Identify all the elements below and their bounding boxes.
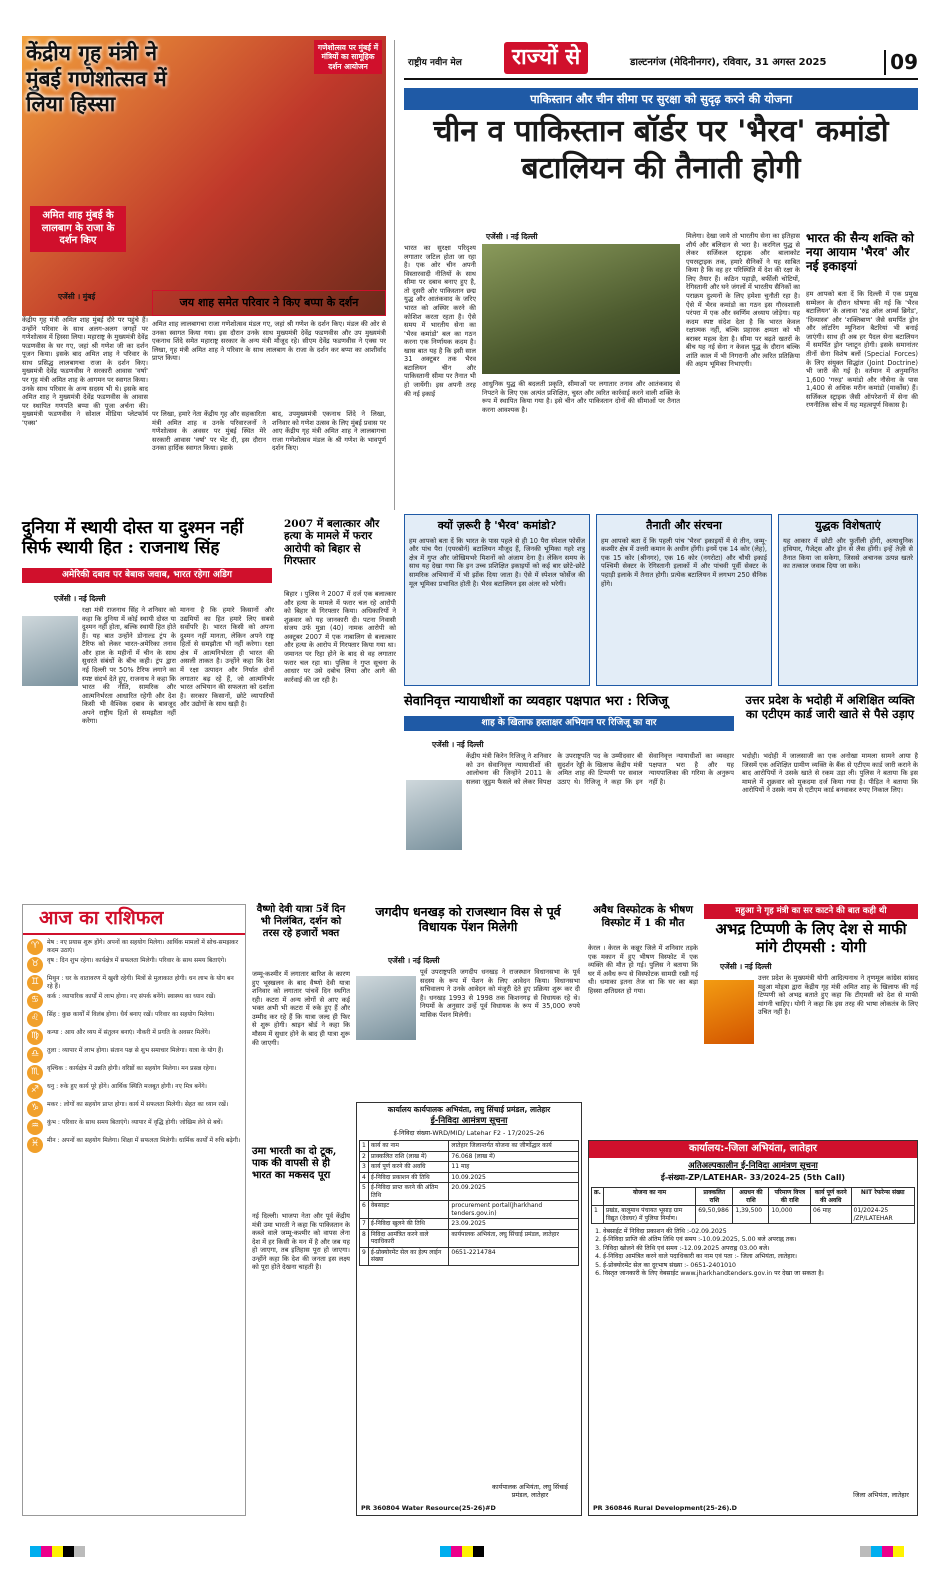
rijiju-strap: शाह के खिलाफ हस्ताक्षर अभियान पर रिजिजू का वार (404, 716, 734, 731)
bhairav-body-col1: भारत का सुरक्षा परिदृश्य लगातार जटिल होता जा रहा है। एक ओर चीन अपनी विस्तारवादी नीतियों के साथ सीमा पर दबाव बनाए हुए है, तो दूसरी ओर पाकिस्तान छद्म युद्ध और आतंकवाद के जरिए भारत को अस्थिर करने की कोशिश करता रहता है। ऐसे समय में भारतीय सेना का 'भैरव कमांडो' बल का गठन करना एक निर्णायक कदम है। खास बात यह है कि इसी साल 31 अक्टूबर तक भैरव बटालियन चीन और पाकिस्तानी सीमा पर तैनात भी हो जायेंगी। इस अपनी तरह की नई इकाई (404, 244, 476, 398)
table-cell: लातेहार जिलान्तर्गत योजना का जीर्णोद्धार कार्य (449, 1141, 579, 1152)
color-bar-left (30, 1546, 85, 1557)
table-row (360, 1141, 579, 1152)
uma-body: नई दिल्ली। भाजपा नेता और पूर्व केंद्रीय मंत्री उमा भारती ने कहा कि पाकिस्तान के कब्जे वाले जम्मू-कश्मीर को वापस लेना देश में हर किसी के मन में है और जब यह हो जाएगा, तब इतिहास पूरा हो जाएगा। उन्होंने कहा कि देश की जनता इस लक्ष्य को पूरा होते देखना चाहती है। (252, 1212, 350, 1272)
zodiac-text: कर्क : व्यापारिक कार्यों में लाभ होगा। नए संपर्क बनेंगे। स्वास्थ्य का ध्यान रखें। (47, 993, 216, 1000)
zodiac-icon: ♒ (27, 1119, 43, 1135)
bhairav-headline: चीन व पाकिस्तान बॉर्डर पर 'भैरव' कमांडो बटालियन की तैनाती होगी (433, 114, 889, 186)
rijiju-body: केंद्रीय मंत्री किरेन रिजिजू ने शनिवार को उन सेवानिवृत्त न्यायाधीशों की आलोचना की जिन्होंने 2011 के सलवा जुडुम फैसले को लेकर विपक्ष के उपराष्ट्रपति पद के उम्मीदवार बी सुदर्शन रेड्डी के खिलाफ केंद्रीय मंत्री अमित शाह की टिप्पणी पर सवाल उठाए थे। रिजिजू ने कहा कि इन सेवानिवृत्त न्यायाधीशों का व्यवहार पक्षपात भरा है और यह न्यायपालिका की गरिमा के अनुरूप नहीं है। (466, 752, 734, 786)
dhankhar-headline: जगदीप धनखड़ को राजस्थान विस से पूर्व विधायक पेंशन मिलेगी (375, 904, 561, 935)
color-bar-right (860, 1546, 904, 1557)
dhankhar-byline: एजेंसी । नई दिल्ली (388, 956, 440, 965)
bihar-body: बिहार । पुलिस ने 2007 में दर्ज एक बलात्कार और हत्या के मामले में फरार चल रहे आरोपी को बिहार से गिरफ्तार किया। अधिकारियों ने शुक्रवार को यह जानकारी दी। पटना निवासी संजय उर्फ मुन्ना (40) नामक आरोपी को अक्टूबर 2007 में एक नाबालिग से बलात्कार और हत्या के आरोप में गिरफ्तार किया गया था। जमानत पर रिहा होने के बाद से वह लगातार फरार चल रहा था। पुलिस ने गुप्त सूचना के आधार पर उसे दबोच लिया और आगे की कार्रवाई की जा रही है। (284, 590, 396, 684)
zodiac-icon: ♌ (27, 1011, 43, 1027)
divider (394, 40, 395, 510)
zodiac-text: मीन : अपनों का सहयोग मिलेगा। शिक्षा में सफलता मिलेगी। धार्मिक कार्यों में रुचि बढ़ेगी। (47, 1137, 241, 1144)
bhadohi-body: भदोही। भदोही में जालसाजी का एक अनोखा मामला सामने आया है जिसमें एक अशिक्षित ग्रामीण व्यक्ति के बैंक से एटीएम कार्ड जारी कराने के बाद आरोपियों ने उसके खाते से रकम उड़ा ली। पुलिस ने बताया कि इस मामले में शुक्रवार को मुकदमा दर्ज किया गया है। पीड़ित ने बताया कि आरोपियों ने उसके नाम से एटीएम कार्ड बनवाकर रुपए निकाल लिए। (742, 752, 918, 795)
table-cell: प्रखंड, बालूमाथ पंचायत भूसाड़ ग्राम विद्युत (देवघर) में पुलिया निर्माण। (603, 1206, 695, 1224)
war-features-title: युद्धक विशेषताएं (815, 519, 881, 532)
table-cell: 06 माह (811, 1206, 851, 1224)
zodiac-item (27, 1137, 241, 1153)
table-cell: 2 (360, 1151, 369, 1162)
table-header-cell: NIT रेफरेन्स संख्या (851, 1188, 914, 1206)
shah-body-col4: बाद, उपमुख्यमंत्री एकनाथ शिंदे ने लिखा, शनिवार को गणेश उत्सव के लिए मुंबई प्रवास पर आए केंद्रीय गृह मंत्री अमित शाह ने लालबागचा राजा गणेशोत्सव मंडल के श्री गणेश के भावपूर्ण दर्शन किए। (272, 410, 386, 453)
paper-name: राष्ट्रीय नवीन मेल (408, 58, 462, 68)
tender2-notes (603, 1228, 915, 1278)
table-cell: वेबसाइट (368, 1201, 449, 1219)
rajnath-body-col2: मानना है कि हमारे किसानों और उद्यमियों का हित हमारे लिए सबसे सर्वोपरि है। भारत किसी को अपना दुश्मन नहीं मानता, लेकिन अपने राष्ट्र हितों से समझौता भी नहीं करेगा। रक्षा क्षेत्र में आत्मनिर्भरता ही भारत की असली ताकत है। उन्होंने कहा कि देश में रक्षा उत्पादन और निर्यात दोनों लगातार बढ़ रहे हैं, जो आत्मनिर्भर भारत अभियान की सफलता को दर्शाता है। सरकार किसानों, छोटे व्यापारियों और उद्योगों के साथ खड़ी है। (180, 606, 274, 709)
shah-body-col3: पर लिखा, हमारे नेता केंद्रीय गृह और सहकारिता मंत्री अमित शाह व उनके परिवारजनों ने गणेशोत्सव के अवसर पर मुंबई स्थित मेरे सरकारी आवास 'वर्षा' पर भेंट दी, इस दौरान उनका हार्दिक स्वागत किया। इसके (152, 410, 266, 453)
commando-photo (482, 244, 680, 374)
zodiac-text: मेष : नए प्रयास शुरू होंगे। अपनों का सहयोग मिलेगा। आर्थिक मामलों में सोच-समझकर कदम उठाएं। (47, 939, 239, 954)
bhairav-byline: एजेंसी । नई दिल्ली (486, 232, 538, 241)
tender1-office: कार्यालय कार्यपालक अभियंता, लघु सिंचाई प्रमंडल, लातेहार (387, 1105, 551, 1114)
table-row (360, 1229, 579, 1247)
zodiac-list (23, 935, 245, 1159)
zodiac-text: सिंह : कुछ कार्यों में विलंब होगा। धैर्य बनाए रखें। परिवार का सहयोग मिलेगा। (47, 1011, 215, 1018)
zodiac-item (27, 1065, 241, 1081)
vaishno-headline: वैष्णो देवी यात्रा 5वें दिन भी निलंबित, दर्शन को तरस रहे हजारों भक्त (256, 904, 346, 939)
table-cell: निविदा आमंत्रित करने वाले पदाधिकारी (368, 1229, 449, 1247)
zodiac-item (27, 1083, 241, 1099)
bhadohi-headline: उत्तर प्रदेश के भदोही में अशिक्षित व्यक्ति का एटीएम कार्ड जारी खाते से पैसे उड़ाए (745, 693, 915, 721)
rajnath-body-col1: रक्षा मंत्री राजनाथ सिंह ने शनिवार को कहा कि दुनिया में कोई स्थायी दोस्त या दुश्मन नहीं होता, बल्कि स्थायी हित होते हैं। यह बात उन्होंने डोनाल्ड ट्रंप के टैरिफ को लेकर भारत-अमेरिका तनाव और हाल के महीनों में चीन के साथ सुधरते संबंधों के बीच कही। ट्रंप द्वारा नई दिल्ली पर 50% टैरिफ लगाने का स्पष्ट संदर्भ देते हुए, राजनाथ ने कहा कि भारत की नीति, सामरिक और आत्मनिर्भरता आधारित रहेगी और देश किसी भी वैश्विक दबाव के बावजूद अपने राष्ट्रीय हितों से समझौता नहीं करेगा। (82, 606, 176, 726)
table-cell: कार्य का नाम (368, 1141, 449, 1152)
table-cell: 3 (360, 1162, 369, 1173)
table-cell: 4 (360, 1172, 369, 1183)
table-cell: ई-निविदा खुलने की तिथि (368, 1219, 449, 1230)
table-cell: 23.09.2025 (449, 1219, 579, 1230)
tender1-title: ई-निविदा आमंत्रण सूचना (430, 1116, 508, 1127)
why-bhairav-title: क्यों ज़रूरी है 'भैरव' कमांडो? (437, 519, 557, 532)
rajnath-byline: एजेंसी । नई दिल्ली (54, 594, 106, 603)
notice-item: 1. वेबसाईट में निविदा प्रकाशन की तिथि :-02.09.2025 (603, 1228, 915, 1236)
zodiac-item (27, 939, 241, 955)
table-cell: 7 (360, 1219, 369, 1230)
zodiac-item (27, 957, 241, 973)
deployment-body: हम आपको बता दें कि पहली पांच 'भैरव' इकाइयों में से तीन, जम्मू-कश्मीर क्षेत्र में उत्तरी कमान के अधीन होंगी। इनमें एक 14 कोर (लेह), एक 15 कोर (श्रीनगर), एक 16 कोर (नगरोटा) और चौथी इकाई पश्चिमी सेक्टर के रेगिस्तानी इलाकों में और पांचवी पूर्वी सेक्टर के पहाड़ी इलाके में तैनात होगी। प्रत्येक बटालियन में लगभग 250 सैनिक होंगे। (601, 536, 767, 588)
table-row (360, 1151, 579, 1162)
tender1-table (359, 1140, 579, 1266)
table-header-cell: प्राक्कलित राशि (696, 1188, 733, 1206)
tender1-footer: PR 360804 Water Resource(25-26)#D (361, 1504, 496, 1512)
notice-item: 3. निविदा खोलने की तिथि एवं समय :-12.09.2025 अपराह्न 03.00 बजे। (603, 1245, 915, 1253)
table-cell: कार्य पूर्ण करने की अवधि (368, 1162, 449, 1173)
tender2-office: कार्यालय:-जिला अभियंता, लातेहार (589, 1141, 917, 1158)
zodiac-icon: ♋ (27, 993, 43, 1009)
zodiac-item (27, 1101, 241, 1117)
table-row (360, 1162, 579, 1173)
page-number: 09 (884, 50, 918, 75)
zodiac-text: मकर : लोगों का सहयोग प्राप्त होगा। कार्य में सफलता मिलेगी। सेहत का ध्यान रखें। (47, 1101, 229, 1108)
deployment-box (596, 514, 772, 686)
table-row (360, 1183, 579, 1201)
table-cell: 1 (360, 1141, 369, 1152)
notice-item: 6. विस्तृत जानकारी के लिए वेबसाईट www.jharkhandtenders.gov.in पर देखा जा सकता है। (603, 1270, 915, 1278)
tender2-box (588, 1140, 918, 1516)
zodiac-icon: ♑ (27, 1101, 43, 1117)
zodiac-icon: ♍ (27, 1029, 43, 1045)
shah-byline: एजेंसी । मुंबई (58, 292, 96, 301)
rashifal-title-bar (23, 905, 245, 935)
zodiac-icon: ♉ (27, 957, 43, 973)
tender2-table (591, 1187, 915, 1224)
zodiac-item (27, 975, 241, 991)
rijiju-headline: सेवानिवृत्त न्यायाधीशों का व्यवहार पक्षपात भरा : रिजिजू (404, 694, 669, 709)
yogi-byline: एजेंसी । नई दिल्ली (720, 962, 772, 971)
zodiac-icon: ♊ (27, 975, 43, 991)
table-cell: procurement portal(Jharkhand tenders.gov.in) (449, 1201, 579, 1219)
zodiac-item (27, 1011, 241, 1027)
table-cell: ई-निविदा प्राप्त करने की अंतिम तिथि (368, 1183, 449, 1201)
notice-item: 5. ई-प्रोक्योरमेंट सेल का दूरभाष संख्या :- 0651-2401010 (603, 1262, 915, 1270)
zodiac-icon: ♓ (27, 1137, 43, 1153)
yogi-kicker: महुआ ने गृह मंत्री का सर काटने की बात कही थी (704, 904, 918, 919)
dhankhar-body: पूर्व उपराष्ट्रपति जगदीप धनखड़ ने राजस्थान विधानसभा के पूर्व सदस्य के रूप में पेंशन के लिए आवेदन किया। विधानसभा सचिवालय ने उनके आवेदन को मंजूरी देते हुए प्रक्रिया शुरू कर दी है। धनखड़ 1993 से 1998 तक किशनगढ़ से विधायक रहे थे। नियमों के अनुसार उन्हें पूर्व विधायक के रूप में 35,000 रुपये मासिक पेंशन मिलेगी। (420, 968, 580, 1019)
zodiac-text: वृश्चिक : कार्यक्षेत्र में उन्नति होगी। वरिष्ठों का सहयोग मिलेगा। मन प्रसन्न रहेगा। (47, 1065, 217, 1072)
table-cell: 5 (360, 1183, 369, 1201)
table-cell: 76.068 (लाख में) (449, 1151, 579, 1162)
bhairav-kicker-text: पाकिस्तान और चीन सीमा पर सुरक्षा को सुदृढ़ करने की योजना (530, 91, 792, 106)
table-cell: प्राक्कलित राशि (लाख में) (368, 1151, 449, 1162)
table-row (360, 1172, 579, 1183)
zodiac-text: वृष : दिन शुभ रहेगा। कार्यक्षेत्र में सफलता मिलेगी। परिवार के साथ समय बिताएंगे। (47, 957, 227, 964)
caption-box: अमित शाह मुंबई के लालबाग के राजा के दर्शन किए (30, 206, 126, 252)
table-header-cell: परिमाण विपत्र की राशि (769, 1188, 811, 1206)
bhairav-side-body: हम आपको बता दें कि दिल्ली में एक प्रमुख सम्मेलन के दौरान घोषणा की गई कि 'भैरव बटालियन' के अलावा 'रुद्र ऑल आर्म्स ब्रिगेड', 'दिव्यास्त्र' और 'शक्तिबाण' जैसे समर्पित ड्रोन और लॉटरिंग म्यूनिशन बैटरियां भी बनाई जाएंगी। साथ ही अब हर पैदल सेना बटालियन में समर्पित ड्रोन प्लाटून होगी। इसके समानांतर तीनों सेना विशेष बलों (Special Forces) के लिए संयुक्त सिद्धांत (Joint Doctrine) भी जारी की गई है। वर्तमान में अनुमानित 1,600 'गरुड़' कमांडो और नौसेना के पास 1,400 से अधिक मरीन कमांडो (मार्कोस) हैं। सर्जिकल स्ट्राइक जैसी ऑपरेशनों में सेना की रणनीतिक सोच में यह महत्वपूर्ण विकास है। (806, 290, 918, 410)
zodiac-icon: ♎ (27, 1047, 43, 1063)
uma-headline: उमा भारती का दो टूक, पाक की वापसी से ही भारत का मकसद पूरा (252, 1146, 337, 1181)
why-bhairav-box (404, 514, 590, 686)
zodiac-icon: ♐ (27, 1083, 43, 1099)
tender2-ref: ई-संख्या-ZP/LATEHAR- 33/2024-25 (5th Call) (660, 1173, 846, 1183)
war-features-body: यह आकार में छोटी और फुर्तीली होंगी, अत्याधुनिक हथियार, गैजेट्स और ड्रोन से लैस होंगी। इन्हें तेज़ी से तैनात किया जा सकेगा, जिससे अचानक उत्पन्न खतरे का तत्काल जवाब दिया जा सके। (783, 536, 913, 571)
zodiac-text: धनु : रुके हुए कार्य पूरे होंगे। आर्थिक स्थिति मजबूत होगी। नए मित्र बनेंगे। (47, 1083, 207, 1090)
deployment-title: तैनाती और संरचना (646, 519, 722, 532)
zodiac-item (27, 993, 241, 1009)
section-name: राज्यों से (504, 42, 588, 74)
dateline: डाल्टनगंज (मेदिनीनगर), रविवार, 31 अगस्त 2025 (630, 57, 827, 68)
zodiac-text: मिथुन : घर के वातावरण में खुशी रहेगी। मित्रों से मुलाकात होगी। धन लाभ के योग बन रहे हैं। (47, 975, 234, 990)
table-cell: 0651-2214784 (449, 1247, 579, 1265)
zodiac-item (27, 1119, 241, 1135)
bhairav-kicker (404, 88, 918, 110)
table-cell: 6 (360, 1201, 369, 1219)
rashifal-box (22, 904, 246, 1516)
rajnath-photo (22, 616, 78, 686)
notice-item: 4. ई-निविदा आमंत्रित करने वाले पदाधिकारी का नाम एवं पता :- जिला अभियंता, लातेहार। (603, 1253, 915, 1261)
vaishno-body: जम्मू-कश्मीर में लगातार बारिश के कारण हुए भूस्खलन के बाद वैष्णो देवी यात्रा शनिवार को लगातार पांचवें दिन स्थगित रही। कटरा में अन्य लोगों से आए कई भक्त अभी भी कटरा में रुके हुए हैं और उम्मीद कर रहे हैं कि यात्रा जल्द ही फिर से शुरू होगी। श्राइन बोर्ड ने कहा कि मौसम में सुधार होने के बाद ही यात्रा शुरू की जाएगी। (252, 970, 350, 1047)
table-header-cell: क्र. (592, 1188, 604, 1206)
tender2-footer: PR 360846 Rural Development(25-26).D (593, 1504, 737, 1512)
war-features-box (778, 514, 918, 686)
zodiac-text: कुंभ : परिवार के साथ समय बिताएंगे। व्यापार में वृद्धि होगी। जोखिम लेने से बचें। (47, 1119, 223, 1126)
table-row (360, 1219, 579, 1230)
rashifal-title: आज का राशिफल (39, 907, 164, 930)
kerala-body: केरल । केरल के कन्नूर जिले में शनिवार तड़के एक मकान में हुए भीषण विस्फोट में एक व्यक्ति की मौत हो गई। पुलिस ने बताया कि घर में अवैध रूप से विस्फोटक सामग्री रखी गई थी। धमाका इतना तेज था कि घर का बड़ा हिस्सा क्षतिग्रस्त हो गया। (588, 944, 698, 995)
tender1-ref: ई-निविदा संख्या-WRD/MID/ Latehar F2 - 17/2025-26 (393, 1129, 545, 1137)
zodiac-icon: ♈ (27, 939, 43, 955)
yogi-photo (704, 980, 754, 1044)
rajnath-strap: अमेरिकी दबाव पर बेबाक जवाब, भारत रहेगा अडिग (22, 568, 272, 583)
yogi-headline: अभद्र टिप्पणी के लिए देश से माफी मांगे टीएमसी : योगी (715, 920, 907, 957)
shah-subhead-box (152, 290, 386, 316)
table-row (360, 1201, 579, 1219)
why-bhairav-body: हम आपको बता दें कि भारत के पास पहले से ही 10 पैरा स्पेशल फोर्सेज और पांच पैरा (एयरबोर्न) बटालियन मौजूद हैं, जिनकी भूमिका गहरे शत्रु क्षेत्र में गुप्त और जोखिमभरे मिशनों को अंजाम देना है। लेकिन समय के साथ यह देखा गया कि इन उच्च प्रशिक्षित इकाइयों को कई बार छोटे-छोटे सामरिक अभियानों में भी झोंक दिया जाता है। ऐसे में स्पेशल फोर्सेज की मूल भूमिका प्रभावित होती है। भैरव बटालियन इस अंतर को भरेगी। (409, 536, 585, 588)
table-cell: 8 (360, 1229, 369, 1247)
zodiac-icon: ♏ (27, 1065, 43, 1081)
zodiac-item (27, 1029, 241, 1045)
table-cell: 11 माह (449, 1162, 579, 1173)
yogi-body: उत्तर प्रदेश के मुख्यमंत्री योगी आदित्यनाथ ने तृणमूल कांग्रेस सांसद महुआ मोइत्रा द्वारा केंद्रीय गृह मंत्री अमित शाह के खिलाफ की गई टिप्पणी को अभद्र बताते हुए कहा कि टीएमसी को देश से माफी मांगनी चाहिए। योगी ने कहा कि इस तरह की भाषा लोकतंत्र के लिए उचित नहीं है। (758, 974, 918, 1017)
bhairav-body-col2: आधुनिक युद्ध की बदलती प्रकृति, सीमाओं पर लगातार तनाव और आतंकवाद से निपटने के लिए एक अत्यंत प्रशिक्षित, चुस्त और त्वरित कार्रवाई करने वाली शक्ति के रूप में स्थापित किया गया है। इसे चीन और पाकिस्तान दोनों की सीमाओं पर तैनात करना आवश्यक है। (482, 380, 680, 414)
table-cell: 1 (592, 1206, 604, 1224)
table-cell: 01/2024-25 /ZP/LATEHAR (851, 1206, 914, 1224)
table-cell: 10,000 (769, 1206, 811, 1224)
table-header-cell: कार्य पूर्ण करने की अवधि (811, 1188, 851, 1206)
table-cell: 20.09.2025 (449, 1183, 579, 1201)
notice-item: 2. ई-निविदा प्राप्ति की अंतिम तिथि एवं समय :-10.09.2025, 5.00 बजे अपराह्न तक। (603, 1236, 915, 1244)
bihar-headline: 2007 में बलात्कार और हत्या के मामले में फरार आरोपी को बिहार से गिरफ्तार (284, 518, 380, 568)
color-bar-center (440, 1546, 484, 1557)
table-row (360, 1247, 579, 1265)
bhairav-body-col3: मिलेगा। देखा जाये तो भारतीय सेना का इतिहास शौर्य और बलिदान से भरा है। करगिल युद्ध से लेकर सर्जिकल स्ट्राइक और बालाकोट एयरस्ट्राइक तक, हमारे सैनिकों ने यह साबित किया है कि वह हर परिस्थिति में देश की रक्षा के लिए तैयार हैं। कठिन पहाड़ी, बर्फीली चोटियों, रेगिस्तानी और घने जंगलों में भारतीय सैनिकों का पराक्रम दुश्मनों के लिए हमेशा चुनौती रहा है। ऐसे में भैरव कमांडो का गठन इस गौरवशाली परंपरा में एक और स्वर्णिम अध्याय जोड़ेगा। यह कदम स्पष्ट संदेश देता है कि भारत केवल रक्षात्मक नहीं, बल्कि प्रहारक क्षमता को भी बराबर महत्व देता है। सीमा पर बढ़ते खतरों के बीच यह नई सेना न केवल युद्ध के दौरान बल्कि शांति काल में भी निगरानी और त्वरित प्रतिक्रिया की अहम भूमिका निभाएगी। (686, 232, 800, 369)
tender2-title: अतिअल्पकालीन ई-निविदा आमंत्रण सूचना (688, 1160, 818, 1171)
bhairav-side-headline: भारत की सैन्य शक्ति को नया आयाम 'भैरव' और नई इकाइयां (806, 231, 914, 273)
table-cell: कार्यपालक अभियंता, लघु सिंचाई प्रमंडल, लातेहार (449, 1229, 579, 1247)
table-cell: ई-निविदा प्रकाशन की तिथि (368, 1172, 449, 1183)
shah-body-col1: केंद्रीय गृह मंत्री अमित शाह मुंबई दौरे पर पहुंचे हैं। उन्होंने परिवार के साथ अलग-अलग जगहों पर गणेशोत्सव में हिस्सा लिया। महाराष्ट्र के मुख्यमंत्री देवेंद्र फडणवीस के घर गए, जहां श्री गणेश जी का दर्शन पूजन किया। इसके बाद अमित शाह ने परिवार के साथ प्रसिद्ध लालबागचा राजा के दर्शन किए। मुख्यमंत्री देवेंद्र फडणवीस ने सरकारी आवास 'वर्षा' पर गृह मंत्री अमित शाह के आगमन पर स्वागत किया। उनके साथ परिवार के अन्य सदस्य भी थे। इसके बाद अमित शाह ने मुख्यमंत्री देवेंद्र फडणवीस के आवास पर स्थापित गणपति बप्पा की पूजा अर्चना की। मुख्यमंत्री फडणवीस ने सोशल मीडिया प्लेटफॉर्म 'एक्स' (22, 316, 148, 427)
rijiju-byline: एजेंसी । नई दिल्ली (432, 740, 484, 749)
zodiac-item (27, 1047, 241, 1063)
tender1-sign: कार्यपालक अभियंता, लघु सिंचाई प्रमंडल, लातेहार (492, 1483, 568, 1499)
table-cell: 9 (360, 1247, 369, 1265)
photo-caption: गणेशोत्सव पर मुंबई में मंत्रियों का सामूहिक दर्शन आयोजन (314, 40, 382, 74)
kerala-headline: अवैध विस्फोटक के भीषण विस्फोट में 1 की मौत (593, 904, 693, 929)
masthead (404, 40, 918, 80)
table-header-cell: अग्रधन की राशि (733, 1188, 769, 1206)
zodiac-text: तुला : व्यापार में लाभ होगा। संतान पक्ष से शुभ समाचार मिलेगा। यात्रा के योग हैं। (47, 1047, 224, 1054)
zodiac-text: कन्या : आय और व्यय में संतुलन बनाएं। नौकरी में प्रगति के अवसर मिलेंगे। (47, 1029, 211, 1036)
table-cell: ई-प्रोक्योरमेंट सेल का हेल्प लाईन संख्या (368, 1247, 449, 1265)
shah-headline: केंद्रीय गृह मंत्री ने मुंबई गणेशोत्सव में लिया हिस्सा (26, 40, 167, 117)
table-header-cell: योजना का नाम (603, 1188, 695, 1206)
table-cell: 10.09.2025 (449, 1172, 579, 1183)
table-cell: 69,50,986 (696, 1206, 733, 1224)
table-cell: 1,39,500 (733, 1206, 769, 1224)
tender2-sign: जिला अभियंता, लातेहार (853, 1491, 909, 1499)
tender1-box (356, 1102, 582, 1516)
shah-body-col2: अमित शाह लालबागचा राजा गणेशोत्सव मंडल गए, जहां श्री गणेश के दर्शन किए। मंडल की ओर से उनका स्वागत किया गया। इस दौरान उनके साथ मुख्यमंत्री देवेंद्र फडणवीस और उप मुख्यमंत्री एकनाथ शिंदे समेत महाराष्ट्र सरकार के अन्य मंत्री मौजूद रहे। सीएम देवेंद्र फडणवीस ने एक्स पर लिखा, गृह मंत्री अमित शाह ने परिवार के साथ लालबाग के राजा के दर्शन कर बप्पा का आशीर्वाद प्राप्त किया। (152, 320, 386, 363)
shah-subheadline: जय शाह समेत परिवार ने किए बप्पा के दर्शन (179, 296, 359, 310)
rajnath-headline: दुनिया में स्थायी दोस्त या दुश्मन नहीं सिर्फ स्थायी हित : राजनाथ सिंह (22, 518, 244, 559)
